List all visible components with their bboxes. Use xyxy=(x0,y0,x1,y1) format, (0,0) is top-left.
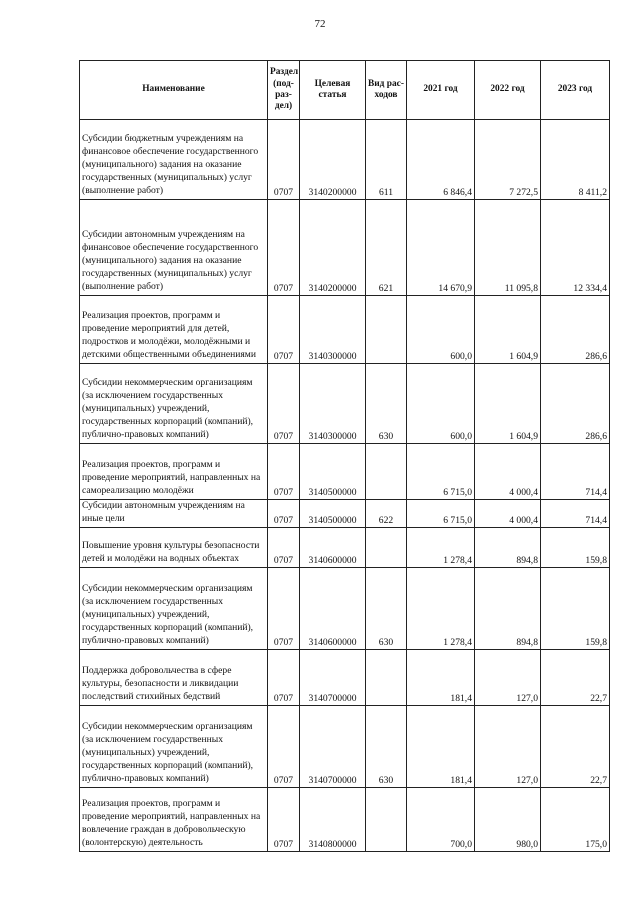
row-expense-type: 622 xyxy=(366,500,407,528)
header-article: Целевая статья xyxy=(300,61,366,120)
table-row xyxy=(80,500,610,528)
row-name: Субсидии некоммерческим организациям (за исключением государственных (муниципальных) учреждений, государственных корпораций (компаний), публично-правовых компаний) xyxy=(80,705,268,787)
row-article: 3140300000 xyxy=(300,296,366,364)
table-row xyxy=(80,444,610,500)
row-2023: 714,4 xyxy=(541,500,610,528)
header-section: Раздел (под-раз-дел) xyxy=(268,61,300,120)
row-expense-type: 630 xyxy=(366,364,407,444)
row-2023: 22,7 xyxy=(541,705,610,787)
table-row xyxy=(80,649,610,705)
row-2023: 12 334,4 xyxy=(541,200,610,296)
row-article: 3140200000 xyxy=(300,120,366,200)
table-row xyxy=(80,787,610,851)
header-expense-type: Вид рас-ходов xyxy=(366,61,407,120)
row-article: 3140700000 xyxy=(300,649,366,705)
row-section: 0707 xyxy=(268,649,300,705)
row-2021: 6 715,0 xyxy=(407,444,475,500)
row-section: 0707 xyxy=(268,567,300,649)
row-name: Субсидии бюджетным учреждениям на финансовое обеспечение государственного (муниципального) задания на оказание государственных (муниципальных) услуг (выполнение работ) xyxy=(80,120,268,200)
header-2021: 2021 год xyxy=(407,61,475,120)
row-2023: 175,0 xyxy=(541,787,610,851)
row-section: 0707 xyxy=(268,705,300,787)
row-name: Реализация проектов, программ и проведение мероприятий для детей, подростков и молодёжи, молодёжными и детскими общественными объединениями xyxy=(80,296,268,364)
row-2022: 1 604,9 xyxy=(475,364,541,444)
table-header-row xyxy=(80,61,610,120)
row-2021: 6 715,0 xyxy=(407,500,475,528)
row-article: 3140500000 xyxy=(300,500,366,528)
row-section: 0707 xyxy=(268,364,300,444)
row-2022: 894,8 xyxy=(475,527,541,567)
row-2021: 1 278,4 xyxy=(407,527,475,567)
row-expense-type xyxy=(366,649,407,705)
row-section: 0707 xyxy=(268,120,300,200)
row-2022: 1 604,9 xyxy=(475,296,541,364)
table-row xyxy=(80,120,610,200)
row-2023: 8 411,2 xyxy=(541,120,610,200)
row-article: 3140300000 xyxy=(300,364,366,444)
row-2021: 600,0 xyxy=(407,296,475,364)
table-row xyxy=(80,364,610,444)
header-name: Наименование xyxy=(80,61,268,120)
budget-table xyxy=(79,60,610,852)
row-section: 0707 xyxy=(268,527,300,567)
row-expense-type xyxy=(366,527,407,567)
row-article: 3140600000 xyxy=(300,567,366,649)
row-expense-type xyxy=(366,787,407,851)
row-2021: 1 278,4 xyxy=(407,567,475,649)
row-2022: 127,0 xyxy=(475,705,541,787)
row-article: 3140600000 xyxy=(300,527,366,567)
row-name: Поддержка добровольчества в сфере культуры, безопасности и ликвидации последствий стихийных бедствий xyxy=(80,649,268,705)
row-article: 3140800000 xyxy=(300,787,366,851)
row-expense-type: 630 xyxy=(366,705,407,787)
row-2021: 181,4 xyxy=(407,705,475,787)
table-row xyxy=(80,200,610,296)
row-2022: 11 095,8 xyxy=(475,200,541,296)
row-2021: 14 670,9 xyxy=(407,200,475,296)
row-2021: 700,0 xyxy=(407,787,475,851)
row-2022: 4 000,4 xyxy=(475,500,541,528)
row-2023: 22,7 xyxy=(541,649,610,705)
row-name: Реализация проектов, программ и проведение мероприятий, направленных на самореализацию молодёжи xyxy=(80,444,268,500)
table-row xyxy=(80,705,610,787)
row-name: Субсидии автономным учреждениям на финансовое обеспечение государственного (муниципального) задания на оказание государственных (муниципальных) услуг (выполнение работ) xyxy=(80,200,268,296)
row-2021: 600,0 xyxy=(407,364,475,444)
row-2022: 4 000,4 xyxy=(475,444,541,500)
row-section: 0707 xyxy=(268,500,300,528)
row-2022: 980,0 xyxy=(475,787,541,851)
row-section: 0707 xyxy=(268,787,300,851)
row-2023: 714,4 xyxy=(541,444,610,500)
row-2022: 894,8 xyxy=(475,567,541,649)
row-name: Субсидии некоммерческим организациям (за исключением государственных (муниципальных) учреждений, государственных корпораций (компаний), публично-правовых компаний) xyxy=(80,567,268,649)
row-name: Субсидии автономным учреждениям на иные цели xyxy=(80,500,268,528)
row-section: 0707 xyxy=(268,200,300,296)
row-expense-type: 611 xyxy=(366,120,407,200)
row-2023: 286,6 xyxy=(541,296,610,364)
header-2023: 2023 год xyxy=(541,61,610,120)
row-name: Реализация проектов, программ и проведение мероприятий, направленных на вовлечение граждан в добровольческую (волонтерскую) деятельность xyxy=(80,787,268,851)
page-number: 72 xyxy=(314,18,326,30)
row-name: Субсидии некоммерческим организациям (за исключением государственных (муниципальных) учреждений, государственных корпораций (компаний), публично-правовых компаний) xyxy=(80,364,268,444)
row-2023: 286,6 xyxy=(541,364,610,444)
row-section: 0707 xyxy=(268,444,300,500)
row-2022: 7 272,5 xyxy=(475,120,541,200)
header-2022: 2022 год xyxy=(475,61,541,120)
row-name: Повышение уровня культуры безопасности детей и молодёжи на водных объектах xyxy=(80,527,268,567)
row-2023: 159,8 xyxy=(541,567,610,649)
row-2021: 6 846,4 xyxy=(407,120,475,200)
table-row xyxy=(80,527,610,567)
row-expense-type: 630 xyxy=(366,567,407,649)
table-row xyxy=(80,296,610,364)
table-row xyxy=(80,567,610,649)
row-expense-type xyxy=(366,296,407,364)
row-expense-type xyxy=(366,444,407,500)
row-2023: 159,8 xyxy=(541,527,610,567)
row-article: 3140500000 xyxy=(300,444,366,500)
row-article: 3140200000 xyxy=(300,200,366,296)
row-2021: 181,4 xyxy=(407,649,475,705)
row-expense-type: 621 xyxy=(366,200,407,296)
row-section: 0707 xyxy=(268,296,300,364)
row-article: 3140700000 xyxy=(300,705,366,787)
row-2022: 127,0 xyxy=(475,649,541,705)
